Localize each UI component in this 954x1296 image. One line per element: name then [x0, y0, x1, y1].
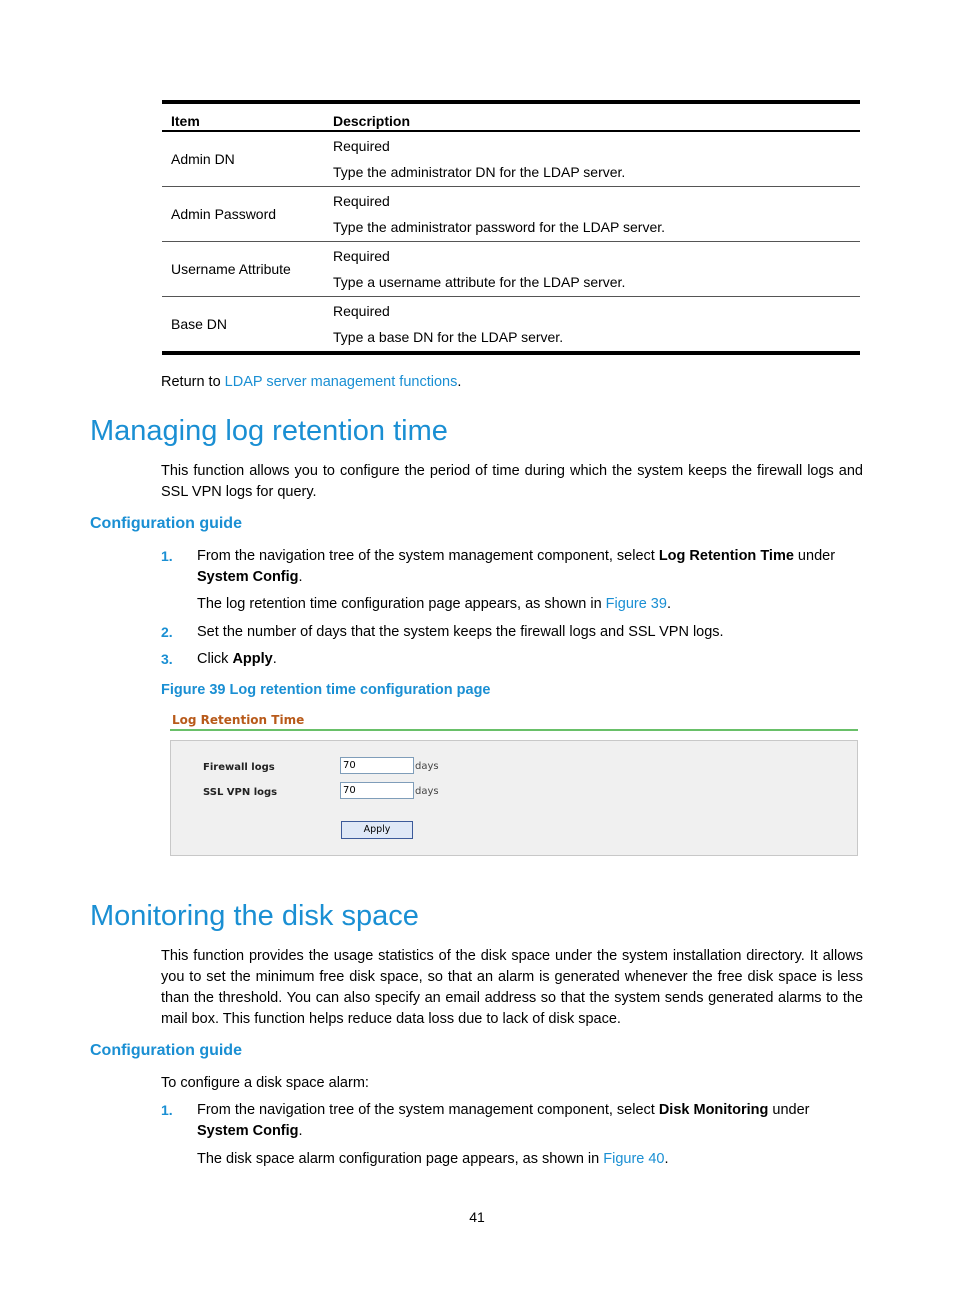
- step-number: 3.: [161, 651, 173, 667]
- row-item: Base DN: [171, 316, 228, 332]
- table-row: [162, 297, 860, 355]
- menu-group-name: System Config: [197, 569, 299, 585]
- row-item: Admin Password: [171, 206, 277, 222]
- step-1-note: [197, 594, 863, 615]
- step-2: Set the number of days that the system keeps the firewall logs and SSL VPN logs.: [197, 624, 724, 640]
- row-description: Type the administrator DN for the LDAP server.: [333, 164, 626, 180]
- section2-intro: This function provides the usage statistics of the disk space under the system installation directory. It allows you to set the minimum free disk space, so that an alarm is generated whenever the free disk space is less than the threshold. You can also specify an email address so that the system sends generated alarms to the mail box. This function helps reduce data loss due to lack of disk space.: [161, 948, 863, 1027]
- firewall-days-unit: days: [415, 761, 439, 772]
- step-text: From the navigation tree of the system management component, select: [197, 548, 659, 564]
- ldap-settings-table: [162, 100, 860, 355]
- disk-step-1-note: [197, 1149, 863, 1170]
- disk-step-1: [197, 1100, 863, 1142]
- section1-intro: This function allows you to configure the period of time during which the system keeps the firewall logs and SSL VPN logs for query.: [161, 463, 863, 500]
- row-required: Required: [333, 303, 390, 319]
- row-description: Type the administrator password for the LDAP server.: [333, 219, 666, 235]
- row-required: Required: [333, 248, 390, 264]
- step-text: From the navigation tree of the system management component, select: [197, 1102, 659, 1118]
- return-line: [161, 374, 461, 390]
- row-item: Username Attribute: [171, 261, 291, 277]
- return-prefix: Return to: [161, 374, 225, 390]
- row-description: Type a base DN for the LDAP server.: [333, 329, 564, 345]
- menu-item-name: Disk Monitoring: [658, 1102, 769, 1118]
- section2-subtitle: Configuration guide: [90, 1042, 242, 1059]
- figure-39-link[interactable]: Figure 39: [605, 596, 667, 612]
- row-description: Type a username attribute for the LDAP server.: [333, 274, 626, 290]
- step-text: .: [298, 569, 303, 585]
- ssl-vpn-logs-label: SSL VPN logs: [203, 787, 278, 798]
- apply-keyword: Apply: [232, 651, 273, 667]
- section2-lead: To configure a disk space alarm:: [161, 1075, 369, 1091]
- figure-40-link[interactable]: Figure 40: [603, 1151, 665, 1167]
- table-row: [162, 187, 860, 242]
- header-item: Item: [171, 113, 200, 129]
- step-3: [197, 649, 863, 670]
- menu-item-name: Log Retention Time: [658, 548, 794, 564]
- step-number: 2.: [161, 624, 173, 640]
- section-title-log-retention: Managing log retention time: [90, 415, 448, 447]
- row-item: Admin DN: [171, 151, 235, 167]
- note-text: The disk space alarm configuration page appears, as shown in: [197, 1151, 604, 1167]
- step-number: 1.: [161, 1102, 173, 1118]
- step-1: [197, 546, 863, 588]
- step-text: .: [272, 651, 277, 667]
- section1-subtitle: Configuration guide: [90, 515, 242, 532]
- step-number: 1.: [161, 548, 173, 564]
- figure-title-underline: [170, 729, 858, 731]
- row-required: Required: [333, 138, 390, 154]
- section-title-disk-space: Monitoring the disk space: [90, 900, 419, 932]
- note-text: .: [666, 596, 671, 612]
- firewall-logs-label: Firewall logs: [203, 762, 275, 773]
- ssl-days-unit: days: [415, 786, 439, 797]
- table-row: [162, 242, 860, 297]
- figure-39-caption: Figure 39 Log retention time configuration page: [161, 682, 491, 698]
- table-header: [162, 104, 860, 132]
- note-text: .: [664, 1151, 669, 1167]
- ssl-vpn-logs-input[interactable]: 70: [340, 782, 414, 799]
- step-text: under: [793, 548, 836, 564]
- header-description: Description: [333, 113, 411, 129]
- row-required: Required: [333, 193, 390, 209]
- return-suffix: .: [457, 374, 462, 390]
- menu-group-name: System Config: [197, 1123, 299, 1139]
- ldap-functions-link[interactable]: LDAP server management functions: [224, 374, 458, 390]
- step-text: .: [298, 1123, 303, 1139]
- step-text: Click: [197, 651, 233, 667]
- figure-page-title: Log Retention Time: [172, 713, 305, 727]
- figure-form-panel: [170, 740, 858, 856]
- apply-button[interactable]: Apply: [341, 821, 413, 839]
- firewall-logs-input[interactable]: 70: [340, 757, 414, 774]
- note-text: The log retention time configuration page appears, as shown in: [197, 596, 606, 612]
- table-row: [162, 132, 860, 187]
- step-text: under: [768, 1102, 810, 1118]
- page-number: 41: [469, 1209, 485, 1225]
